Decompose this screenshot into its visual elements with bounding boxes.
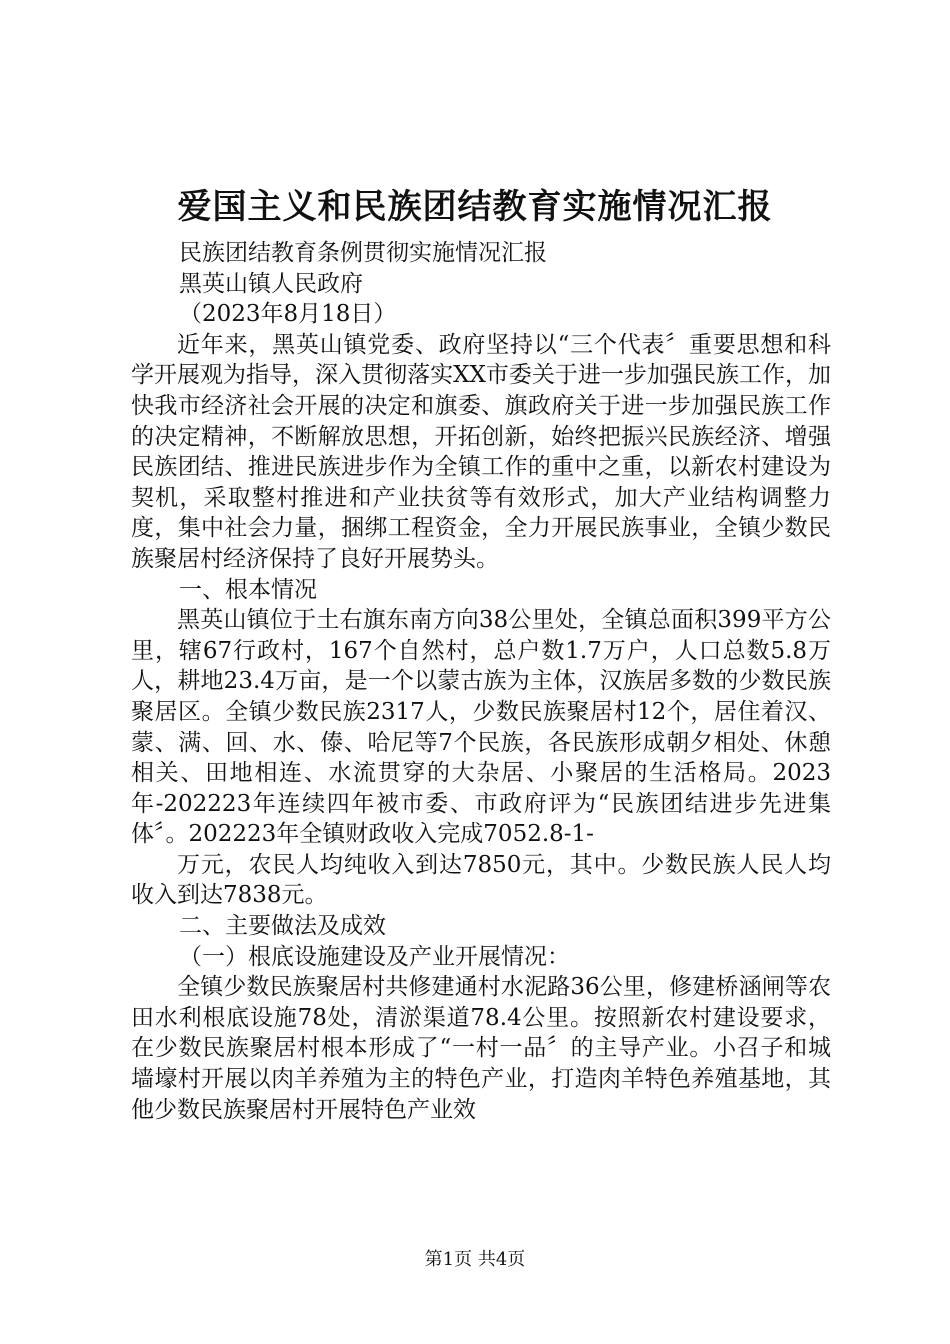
document-title: 爱国主义和民族团结教育实施情况汇报 — [177, 187, 773, 227]
body-paragraph: 全镇少数民族聚居村共修建通村水泥路36公里，修建桥涵闸等农田水利根底设施78处，清淤渠道78.4公里。按照新农村建设要求，在少数民族聚居村根本形成了“一村一品〞的主导产业。小召子和城墙壕村开展以肉羊养殖为主的特色产业，打造肉羊特色养殖基地，其他少数民族聚居村开展特色产业效 — [131, 974, 831, 1123]
page-footer: 第1页 共4页 — [424, 1249, 526, 1270]
section-heading: 一、根本情况 — [179, 576, 317, 603]
subtitle-line: 民族团结教育条例贯彻实施情况汇报 — [179, 240, 547, 266]
issuer-line: 黑英山镇人民政府 — [179, 270, 363, 297]
subsection-heading: （一）根底设施建设及产业开展情况： — [179, 943, 570, 970]
document-body — [131, 238, 831, 1125]
date-line: （2023年8月18日） — [179, 301, 397, 328]
body-paragraph: 近年来，黑英山镇党委、政府坚持以“三个代表〞重要思想和科学开展观为指导，深入贯彻落实XX市委关于进一步加强民族工作，加快我市经济社会开展的决定和旗委、旗政府关于进一步加强民族工作的决定精神，不断解放思想，开拓创新，始终把振兴民族经济、增强民族团结、推进民族进步作为全镇工作的重中之重，以新农村建设为契机，采取整村推进和产业扶贫等有效形式，加大产业结构调整力度，集中社会力量，捆绑工程资金，全力开展民族事业，全镇少数民族聚居村经济保持了良好开展势头。 — [131, 331, 831, 572]
body-paragraph: 黑英山镇位于土右旗东南方向38公里处，全镇总面积399平方公里，辖67行政村，167个自然村，总户数1.7万户，人口总数5.8万人，耕地23.4万亩，是一个以蒙古族为主体，汉族居多数的少数民族聚居区。全镇少数民族2317人，少数民族聚居村12个，居住着汉、蒙、满、回、水、傣、哈尼等7个民族，各民族形成朝夕相处、休憩相关、田地相连、水流贯穿的大杂居、小聚居的生活格局。2023年-202223年连续四年被市委、市政府评为“民族团结进步先进集体〞。202223年全镇财政收入完成7052.8-1- — [131, 607, 831, 848]
body-paragraph: 万元，农民人均纯收入到达7850元，其中。少数民族人民人均收入到达7838元。 — [131, 851, 831, 909]
section-heading: 二、主要做法及成效 — [179, 913, 386, 940]
